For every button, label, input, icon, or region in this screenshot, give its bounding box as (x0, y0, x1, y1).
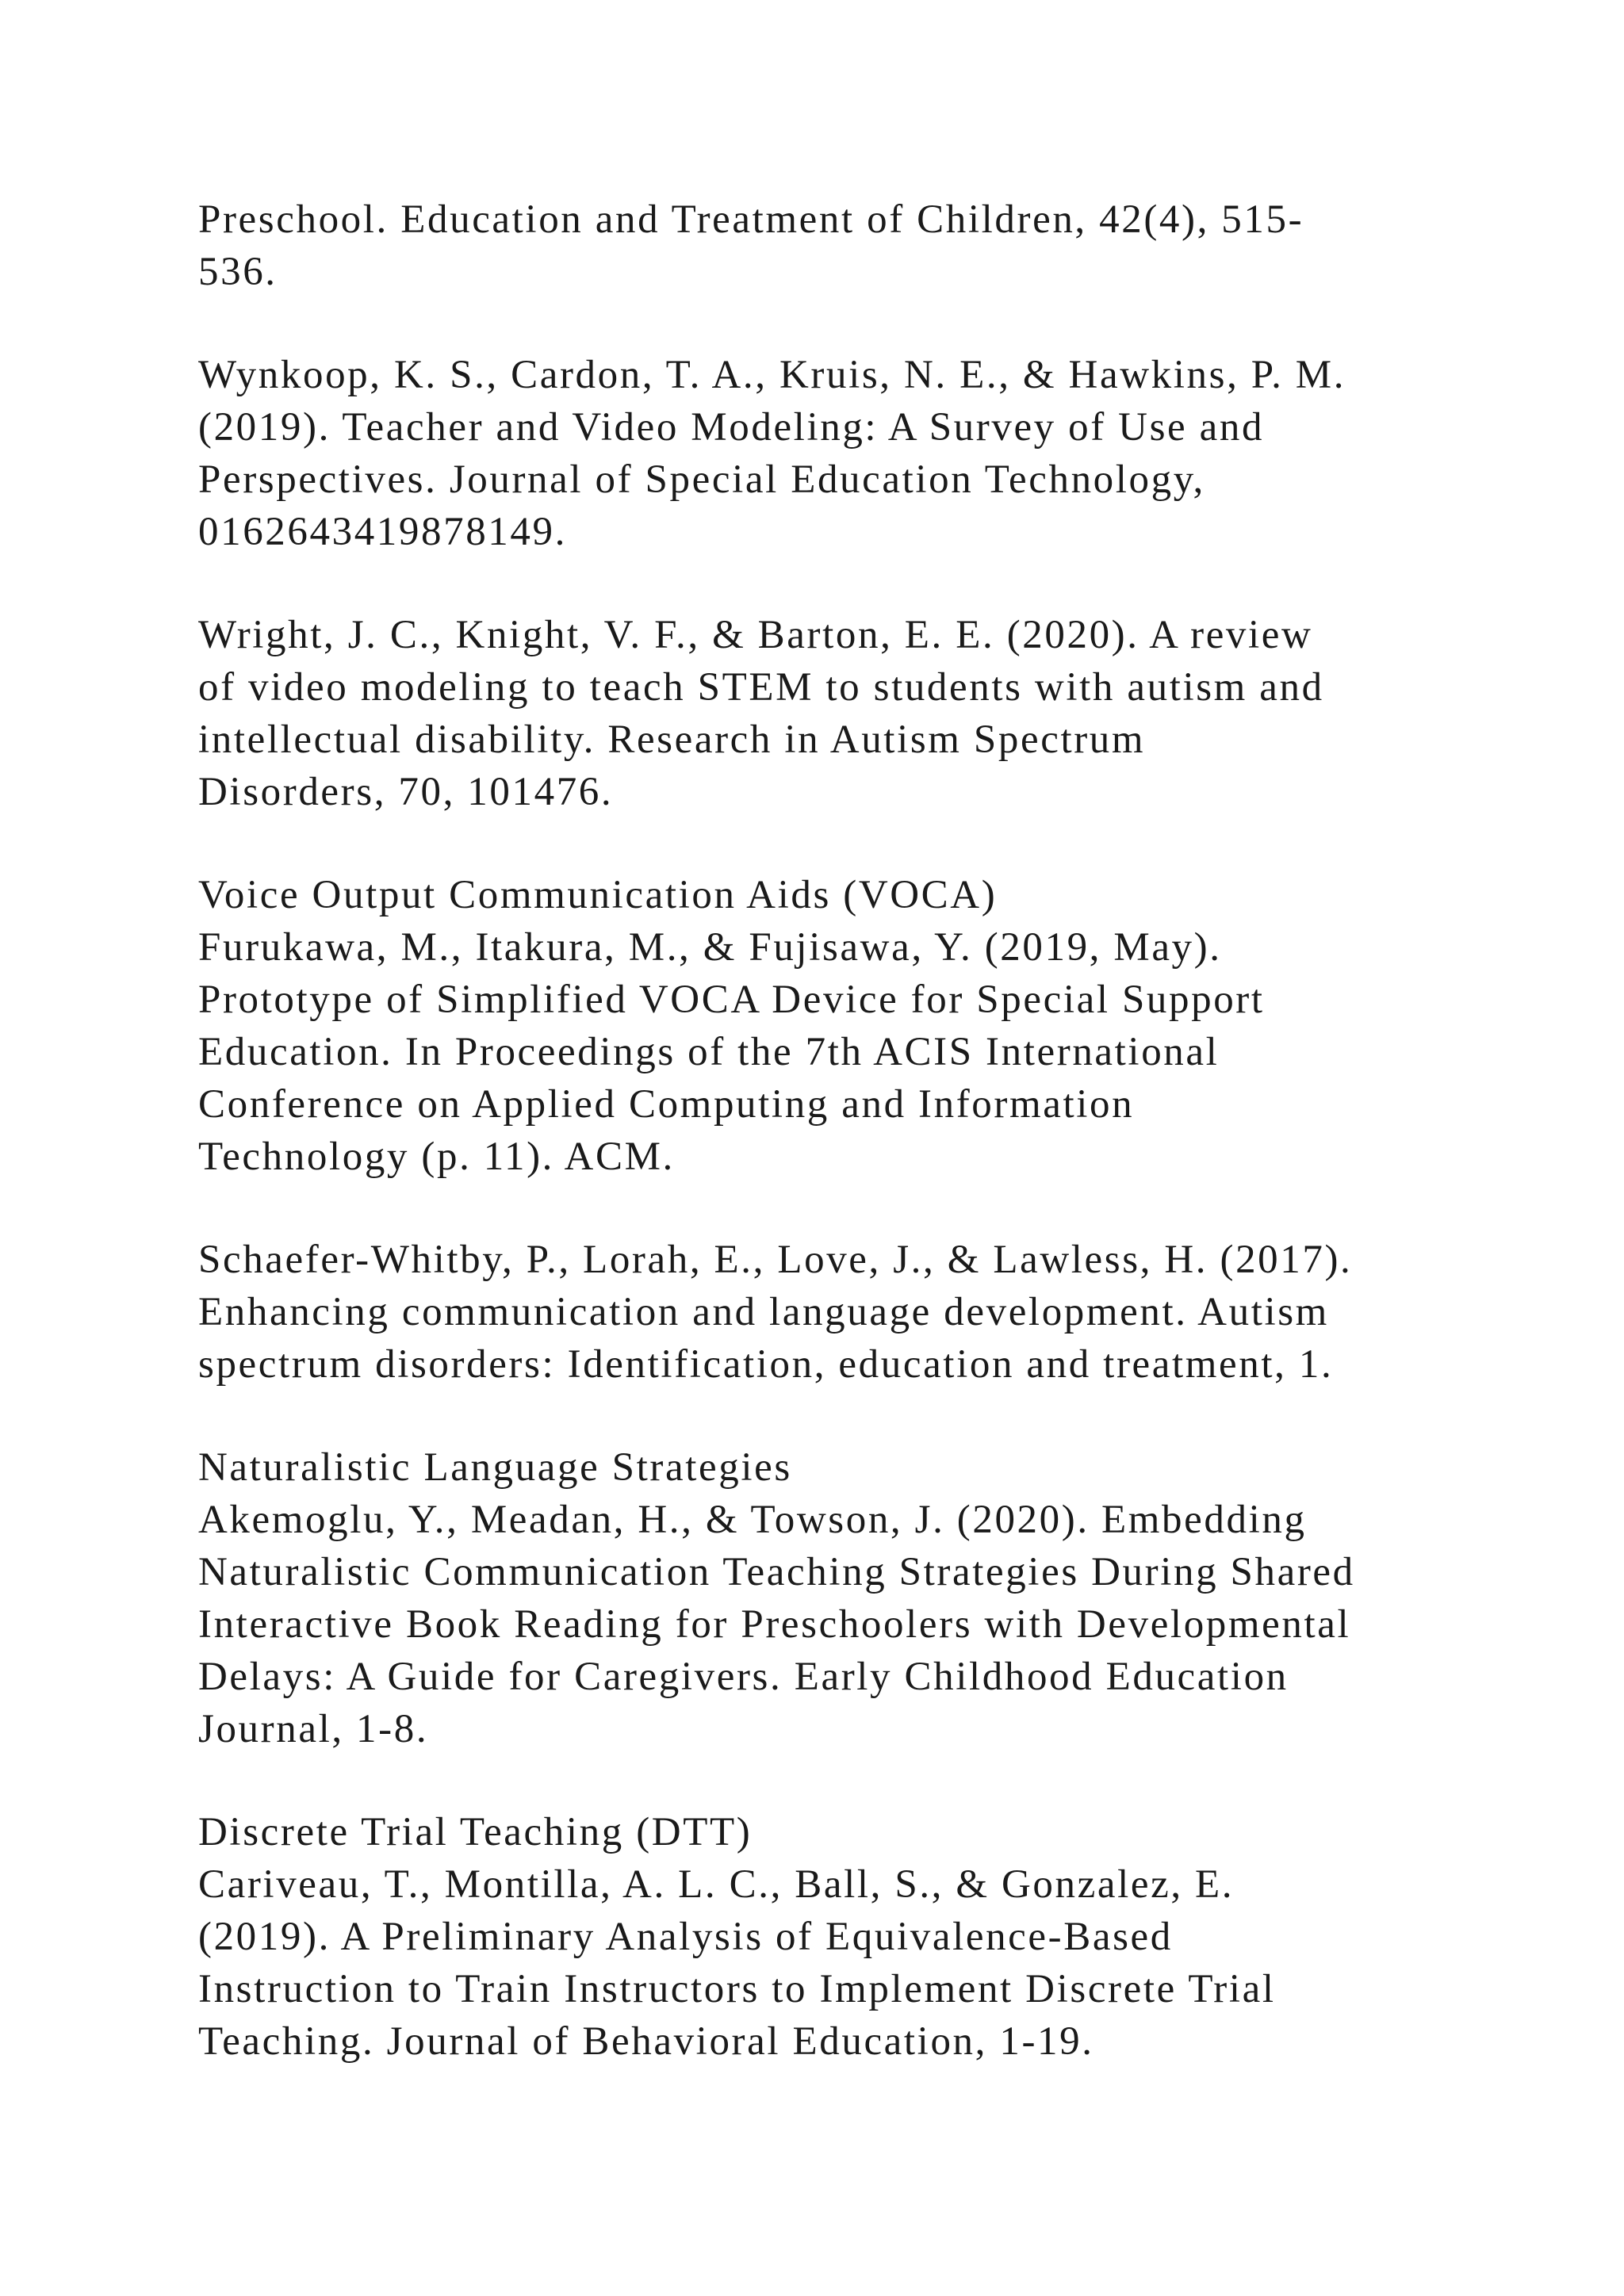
section-heading: Discrete Trial Teaching (DTT) (198, 1810, 753, 1854)
text-line: Cariveau, T., Montilla, A. L. C., Ball, S., & Gonzalez, E. (198, 1862, 1235, 1907)
text-line: Instruction to Train Instructors to Implement Discrete Trial (198, 1967, 1276, 2011)
text-line: Furukawa, M., Itakura, M., & Fujisawa, Y. (2019, May). (198, 925, 1222, 970)
text-line: Wynkoop, K. S., Cardon, T. A., Kruis, N. E., & Hawkins, P. M. (198, 353, 1346, 397)
text-line: Education. In Proceedings of the 7th ACIS International (198, 1030, 1220, 1074)
text-line: Conference on Applied Computing and Information (198, 1082, 1135, 1127)
text-line: (2019). Teacher and Video Modeling: A Survey of Use and (198, 405, 1265, 450)
text-line: Naturalistic Communication Teaching Strategies During Shared (198, 1550, 1355, 1594)
text-line: 0162643419878149. (198, 510, 567, 554)
reference-section (198, 869, 1483, 1183)
text-line: of video modeling to teach STEM to students with autism and (198, 665, 1324, 710)
text-line: Delays: A Guide for Caregivers. Early Childhood Education (198, 1655, 1289, 1699)
reference-list (198, 193, 1483, 2118)
reference-entry (198, 193, 1483, 298)
text-line: Prototype of Simplified VOCA Device for Special Support (198, 978, 1265, 1022)
text-line: Wright, J. C., Knight, V. F., & Barton, E. E. (2020). A review (198, 613, 1313, 657)
text-line: Schaefer-Whitby, P., Lorah, E., Love, J., & Lawless, H. (2017). (198, 1238, 1353, 1282)
text-line: Enhancing communication and language development. Autism (198, 1290, 1329, 1334)
text-line: spectrum disorders: Identification, education and treatment, 1. (198, 1342, 1334, 1387)
text-line: 536. (198, 250, 278, 294)
reference-entry (198, 609, 1483, 818)
reference-entry (198, 1234, 1483, 1391)
section-heading: Voice Output Communication Aids (VOCA) (198, 873, 998, 917)
reference-section (198, 1441, 1483, 1755)
text-line: Technology (p. 11). ACM. (198, 1135, 675, 1179)
reference-entry (198, 349, 1483, 558)
reference-section (198, 1806, 1483, 2068)
text-line: Disorders, 70, 101476. (198, 770, 614, 814)
text-line: Teaching. Journal of Behavioral Education, 1-19. (198, 2019, 1094, 2064)
text-line: Akemoglu, Y., Meadan, H., & Towson, J. (2020). Embedding (198, 1498, 1307, 1542)
text-line: Perspectives. Journal of Special Education Technology, (198, 457, 1205, 502)
text-line: Journal, 1-8. (198, 1707, 429, 1751)
section-heading: Naturalistic Language Strategies (198, 1445, 792, 1490)
text-line: intellectual disability. Research in Autism Spectrum (198, 718, 1146, 762)
text-line: Interactive Book Reading for Preschoolers with Developmental (198, 1602, 1351, 1647)
text-line: (2019). A Preliminary Analysis of Equivalence-Based (198, 1915, 1173, 1959)
text-line: Preschool. Education and Treatment of Children, 42(4), 515- (198, 197, 1304, 242)
